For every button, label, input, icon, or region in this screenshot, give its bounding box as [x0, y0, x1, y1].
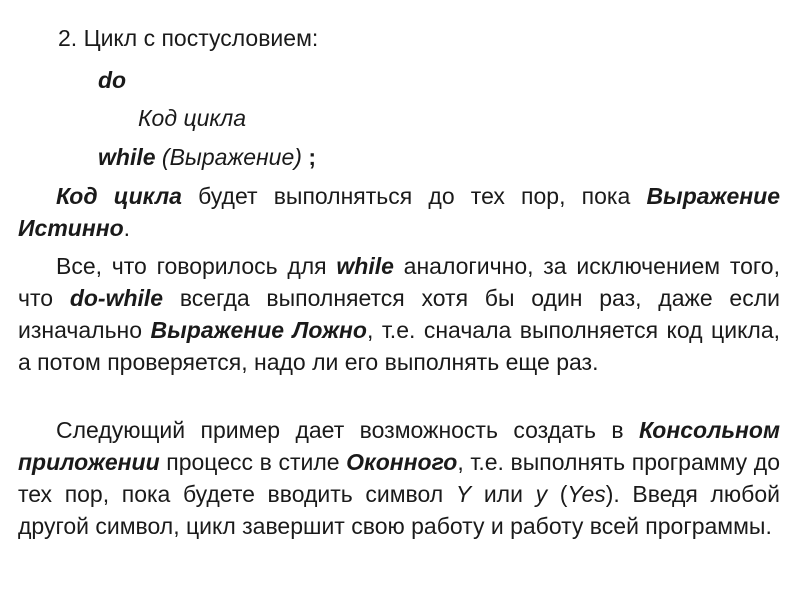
term-window-style: Оконного — [346, 449, 458, 475]
paragraph-example-intro — [18, 414, 780, 542]
term-while: while — [336, 253, 394, 279]
word-yes: Yes — [567, 481, 606, 507]
term-loop-code: Код цикла — [56, 183, 182, 209]
term-do-while: do-while — [69, 285, 164, 311]
term-expression-true: Выражение Истинно — [18, 183, 780, 241]
term-console-app: Консольном приложении — [18, 417, 780, 475]
paragraph-do-while-difference — [18, 250, 780, 378]
symbol-y-upper: Y — [455, 481, 472, 507]
text: процесс в стиле — [159, 449, 347, 475]
text: будет выполняться до тех пор, пока — [181, 183, 647, 209]
code-semicolon: ; — [308, 144, 316, 170]
text: , т.е. выполнять программу до тех пор, пока будете вводить символ — [18, 449, 780, 507]
text: ). Введя любой другой символ, цикл завершит свою работу и работу всей программы. — [18, 481, 780, 539]
text: всегда выполняется хотя бы один раз, даже если изначально — [18, 285, 780, 343]
code-condition: (Выражение) — [161, 144, 302, 170]
section-heading: 2. Цикл с постусловием: — [58, 25, 319, 51]
text: ( — [547, 481, 568, 507]
term-expression-false: Выражение Ложно — [150, 317, 367, 343]
text: . — [123, 215, 131, 241]
code-while-line — [98, 143, 316, 171]
text: Все, что говорилось для — [56, 253, 337, 279]
text: , т.е. сначала выполняется код цикла, а потом проверяется, надо ли его выполнять еще раз. — [18, 317, 780, 375]
symbol-y-lower: y — [535, 481, 548, 507]
paragraph-loop-description — [18, 180, 780, 244]
text: Следующий пример дает возможность создать в — [56, 417, 640, 443]
text: аналогично, за исключением того, что — [18, 253, 780, 311]
code-do-keyword: do — [98, 67, 127, 93]
text: или — [471, 481, 536, 507]
code-loop-body: Код цикла — [138, 105, 247, 131]
code-while-keyword: while — [98, 144, 156, 170]
